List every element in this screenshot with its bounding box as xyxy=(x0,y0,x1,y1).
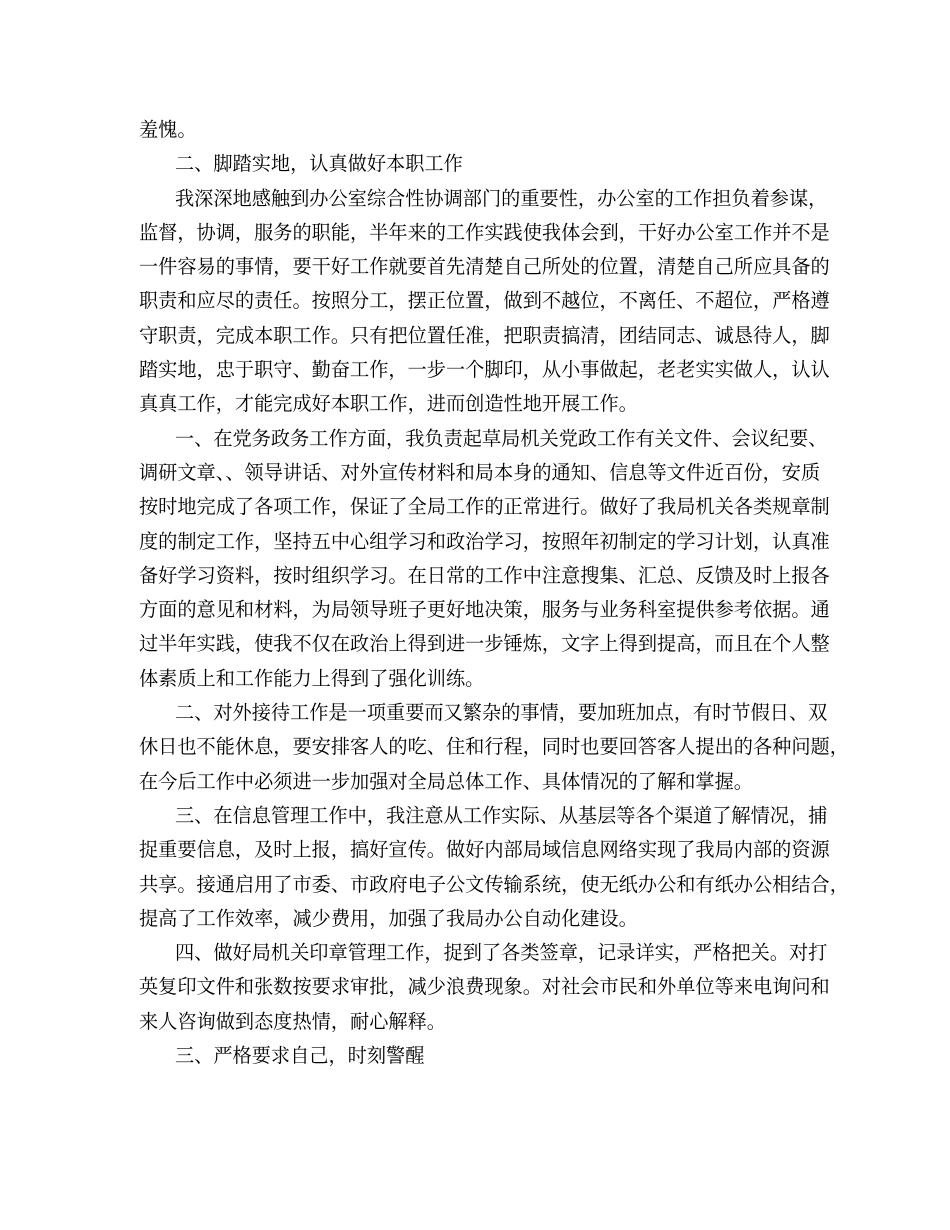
paragraph-line: 来人咨询做到态度热情，耐心解释。 xyxy=(139,1009,446,1033)
section-heading-text: 三、严格要求自己，时刻警醒 xyxy=(175,1044,425,1068)
paragraph xyxy=(139,936,830,1039)
paragraph-line: 监督，协调，服务的职能，半年来的工作实践使我体会到，干好办公室工作并不是 xyxy=(139,220,830,244)
paragraph-line: 我深深地感触到办公室综合性协调部门的重要性，办公室的工作担负着参谋， xyxy=(175,186,828,210)
paragraph-line: 职责和应尽的责任。按照分工，摆正位置，做到不越位，不离任、不超位，严格遵 xyxy=(139,289,830,313)
paragraph-line: 一、在党务政务工作方面，我负责起草局机关党政工作有关文件、会议纪要、 xyxy=(175,426,828,450)
section-heading-text: 二、脚踏实地，认真做好本职工作 xyxy=(175,152,463,176)
paragraph-line: 三、在信息管理工作中，我注意从工作实际、从基层等各个渠道了解情况，捕 xyxy=(175,803,828,827)
paragraph xyxy=(139,422,830,696)
paragraph xyxy=(139,696,849,799)
paragraph-line: 按时地完成了各项工作，保证了全局工作的正常进行。做好了我局机关各类规章制 xyxy=(139,495,830,519)
paragraph-line: 四、做好局机关印章管理工作，捉到了各类签章，记录详实，严格把关。对打 xyxy=(175,941,828,965)
paragraph-line: 英复印文件和张数按要求审批，减少浪费现象。对社会市民和外单位等来电询问和 xyxy=(139,975,830,999)
paragraph-line: 真真工作，才能完成好本职工作，进而创造性地开展工作。 xyxy=(139,392,638,416)
paragraph-line: 调研文章、、领导讲话、对外宣传材料和局本身的通知、信息等文件近百份，安质 xyxy=(139,460,821,484)
paragraph-line: 羞愧。 xyxy=(139,118,197,141)
section-heading xyxy=(139,1039,811,1073)
paragraph-line: 共享。接通启用了市委、市政府电子公文传输系统，使无纸办公和有纸办公相结合， xyxy=(139,872,849,896)
paragraph-line: 体素质上和工作能力上得到了强化训练。 xyxy=(139,666,485,690)
paragraph-line: 提高了工作效率，减少费用，加强了我局办公自动化建设。 xyxy=(139,906,638,930)
paragraph-line: 方面的意见和材料，为局领导班子更好地决策，服务与业务科室提供参考依据。通 xyxy=(139,598,830,622)
paragraph xyxy=(139,799,849,936)
paragraph-line: 过半年实践，使我不仅在政治上得到进一步锤炼，文字上得到提高，而且在个人整 xyxy=(139,632,830,656)
paragraph-line: 二、对外接待工作是一项重要而又繁杂的事情，要加班加点，有时节假日、双 xyxy=(175,701,828,725)
section-heading xyxy=(139,147,811,181)
paragraph-line: 休日也不能休息，要安排客人的吃、住和行程，同时也要回答客人提出的各种问题， xyxy=(139,735,849,759)
paragraph xyxy=(139,113,811,147)
paragraph-line: 守职责，完成本职工作。只有把位置任准，把职责搞清，团结同志、诚恳待人，脚 xyxy=(139,323,830,347)
paragraph-line: 度的制定工作，坚持五中心组学习和政治学习，按照年初制定的学习计划，认真准 xyxy=(139,529,830,553)
document-body xyxy=(139,113,849,1073)
paragraph-line: 备好学习资料，按时组织学习。在日常的工作中注意搜集、汇总、反馈及时上报各 xyxy=(139,563,830,587)
paragraph-line: 捉重要信息，及时上报，搞好宣传。做好内部局域信息网络实现了我局内部的资源 xyxy=(139,838,830,862)
paragraph-line: 一件容易的事情，要干好工作就要首先清楚自己所处的位置，清楚自己所应具备的 xyxy=(139,255,830,279)
paragraph-line: 踏实地，忠于职守、勤奋工作，一步一个脚印，从小事做起，老老实实做人，认认 xyxy=(139,358,830,382)
paragraph-line: 在今后工作中必须进一步加强对全局总体工作、具体情况的了解和掌握。 xyxy=(139,769,753,793)
paragraph xyxy=(139,182,830,422)
